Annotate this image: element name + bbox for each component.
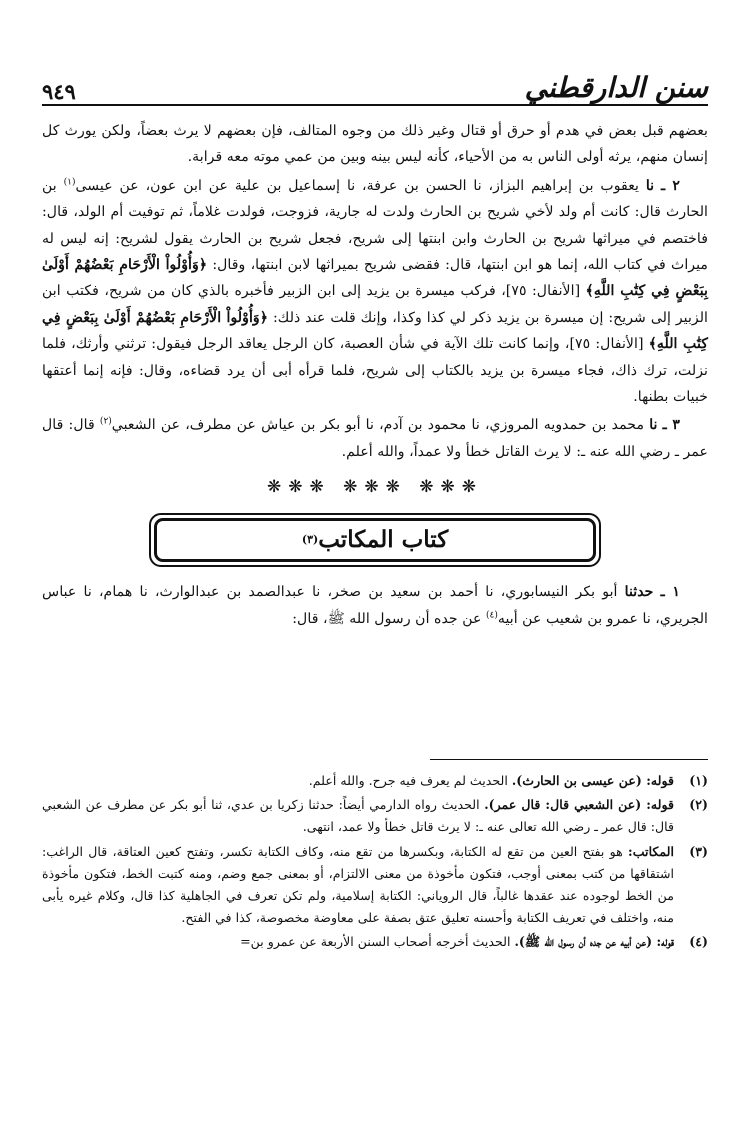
hadith-1: [42, 579, 708, 632]
footnote-number: (٣): [689, 843, 708, 859]
page-number: ٩٤٩: [42, 79, 76, 104]
hadith-3: [42, 412, 708, 465]
hadith-text: أبو بكر النيسابوري، نا أحمد بن سعيد بن صخر، نا عبدالصمد بن عبدالوارث، نا همام، نا عباس الجريري، نا عمرو بن شعيب عن أبيه: [42, 584, 708, 627]
hadith-number: ٢ ـ: [660, 177, 680, 194]
footnote: [42, 770, 708, 792]
hadith-number: ١ ـ: [660, 584, 680, 601]
footnote: [42, 931, 708, 953]
footnote-text: [42, 794, 674, 838]
quran-verse: ﴿وَأُوْلُواْ الْأَرْحَامِ بَعْضُهُمْ أَوْلَىٰ بِبَعْضٍ فِي كِتَٰبِ اللَّهِ﴾: [42, 257, 708, 300]
section-separator-stars: ❋❋❋ ❋❋❋ ❋❋❋: [266, 477, 483, 498]
hadith-text: يعقوب بن إبراهيم البزاز، نا الحسن بن عرفة، نا إسماعيل بن علية عن ابن عون، عن عيسى: [75, 177, 639, 194]
hadith-text: [الأنفال: ٧٥]، وإنما كانت تلك الآية في شأن العصبة، كان الرجل يعاقد الرجل فيقول: ترثني وأرثك، فلما نزلت، ترك ذاك، فجاء ميسرة بن يزيد بالكتاب إلى شريح، فلما قرأه أبى أن يرد قضاءه، وقال: فإنه إنما أعتقها خبيات بطنها.: [42, 336, 708, 406]
main-text: [42, 118, 708, 634]
quran-verse: ﴿وَأُوْلُواْ الْأَرْحَامِ بَعْضُهُمْ أَوْلَىٰ بِبَعْضٍ فِي كِتَٰبِ اللَّهِ﴾: [42, 309, 708, 353]
header-divider: [42, 104, 708, 106]
footnote-key: قوله: (عن أبيه عن جده أن رسول الله ﷺ).: [514, 934, 674, 950]
footnote-body: هو بفتح العين من تقع له الكتابة، وبكسرها من تقع منه، وكاف الكتابة تكسر، وتفتح كعين العتاقة، قال الراغب: اشتقاقها من كتب بمعنى أوجب، فتكون مأخوذة من معنى الالتزام، أو بمعنى جمع وضم، ومنه كتبت الخط، فتكون مأخوذة من الخط لوجوده عند عقدها غالباً، قال الروياني: الكتابة إسلامية، ولم تكن تعرف في الجاهلية كذا قال، وكلام غيره يأبى منه، واختلف في تعريف الكتابة وأحسنه تعليق عتق بصفة على معاوضة مخصوصة، كذا في الفتح.: [42, 843, 674, 926]
hadith-text: بن الحارث قال: كانت أم ولد لأخي شريح بن الحارث ولدت له جارية، فزوجت، فولدت غلاماً، ثم توفيت أم الولد، قال: فاختصم في ميراثها شريح بن الحارث وابن ابنتها إلى شريح، فجعل شريح بن الحارث يقول لشريح: إنه ليس له ميراث في كتاب الله، إنما هو ابن ابنتها، قال: فقضى شريح بميراثها لابن ابنتها، وقال:: [42, 177, 708, 274]
footnote-key: قوله: (عن الشعبي قال: قال عمر).: [484, 797, 674, 813]
footnote-ref-2[interactable]: (٢): [99, 416, 112, 427]
footnote-divider: [430, 759, 708, 760]
hadith-text: قال: قال عمر ـ رضي الله عنه ـ: لا يرث القاتل خطأ ولا عمداً، والله أعلم.: [42, 417, 708, 460]
chapter-heading: كتاب المكاتب (٣): [154, 518, 596, 562]
footnote-body: الحديث رواه الدارمي أيضاً: حدثنا زكريا بن عدي، ثنا أبو بكر عن مطرف عن الشعبي قال: قال عمر ـ رضي الله تعالى عنه ـ: لا يرث قاتل خطأ ولا عمد، انتهى.: [42, 797, 674, 835]
narration-keyword: نا: [645, 177, 655, 194]
paragraph-intro: بعضهم قبل بعض في هدم أو حرق أو قتال وغير ذلك من وجوه المتالف، فإن بعضهم لا يرث بعضاً، ولكن يورث كل إنسان منهم، يرثه أولى الناس به من الأحياء، كأنه ليس بينه وبين من عمي موته معه قرابة.: [42, 123, 708, 166]
footnote-text: [42, 770, 674, 792]
chapter-heading-frame: [149, 513, 601, 567]
narration-keyword: حدثنا: [624, 584, 654, 601]
footnote-number: (٢): [689, 797, 708, 813]
footnote-text: [42, 841, 674, 930]
hadith-text: محمد بن حمدويه المروزي، نا محمود بن آدم، نا أبو بكر بن عياش عن مطرف، عن الشعبي: [111, 417, 645, 434]
hadith-text: عن جده أن رسول الله ﷺ، قال:: [292, 610, 482, 627]
footnote: [42, 841, 708, 930]
footnote-key: قوله: (عن عيسى بن الحارث).: [511, 773, 674, 788]
book-title: سنن الدارقطني: [524, 71, 708, 104]
hadith-number: ٣ ـ: [662, 417, 680, 434]
footnote-body: الحديث أخرجه أصحاب السنن الأربعة عن عمرو بن=: [240, 934, 511, 950]
footnotes: [42, 770, 708, 956]
footnote-ref-1[interactable]: (١): [63, 177, 76, 188]
footnote-ref-4[interactable]: (٤): [486, 609, 498, 620]
narration-keyword: نا: [649, 417, 658, 434]
chapter-title: كتاب المكاتب: [318, 526, 449, 554]
footnote-body: الحديث لم يعرف فيه جرح. والله أعلم.: [308, 773, 508, 788]
hadith-text: [الأنفال: ٧٥]، فركب ميسرة بن يزيد إلى ابن الزبير فأخبره بالذي كان من شريح، فكتب ابن الزبير إلى شريح: إن ميسرة بن يزيد ذكر لي كذا وكذا، وإنك قلت عند ذلك:: [42, 283, 708, 326]
hadith-2: [42, 173, 708, 411]
footnote-key: المكاتب:: [628, 843, 674, 859]
footnote-number: (٤): [689, 934, 708, 950]
footnote-text: [42, 931, 674, 953]
footnote: [42, 794, 708, 838]
footnote-number: (١): [689, 773, 708, 788]
page-header: [42, 62, 708, 102]
